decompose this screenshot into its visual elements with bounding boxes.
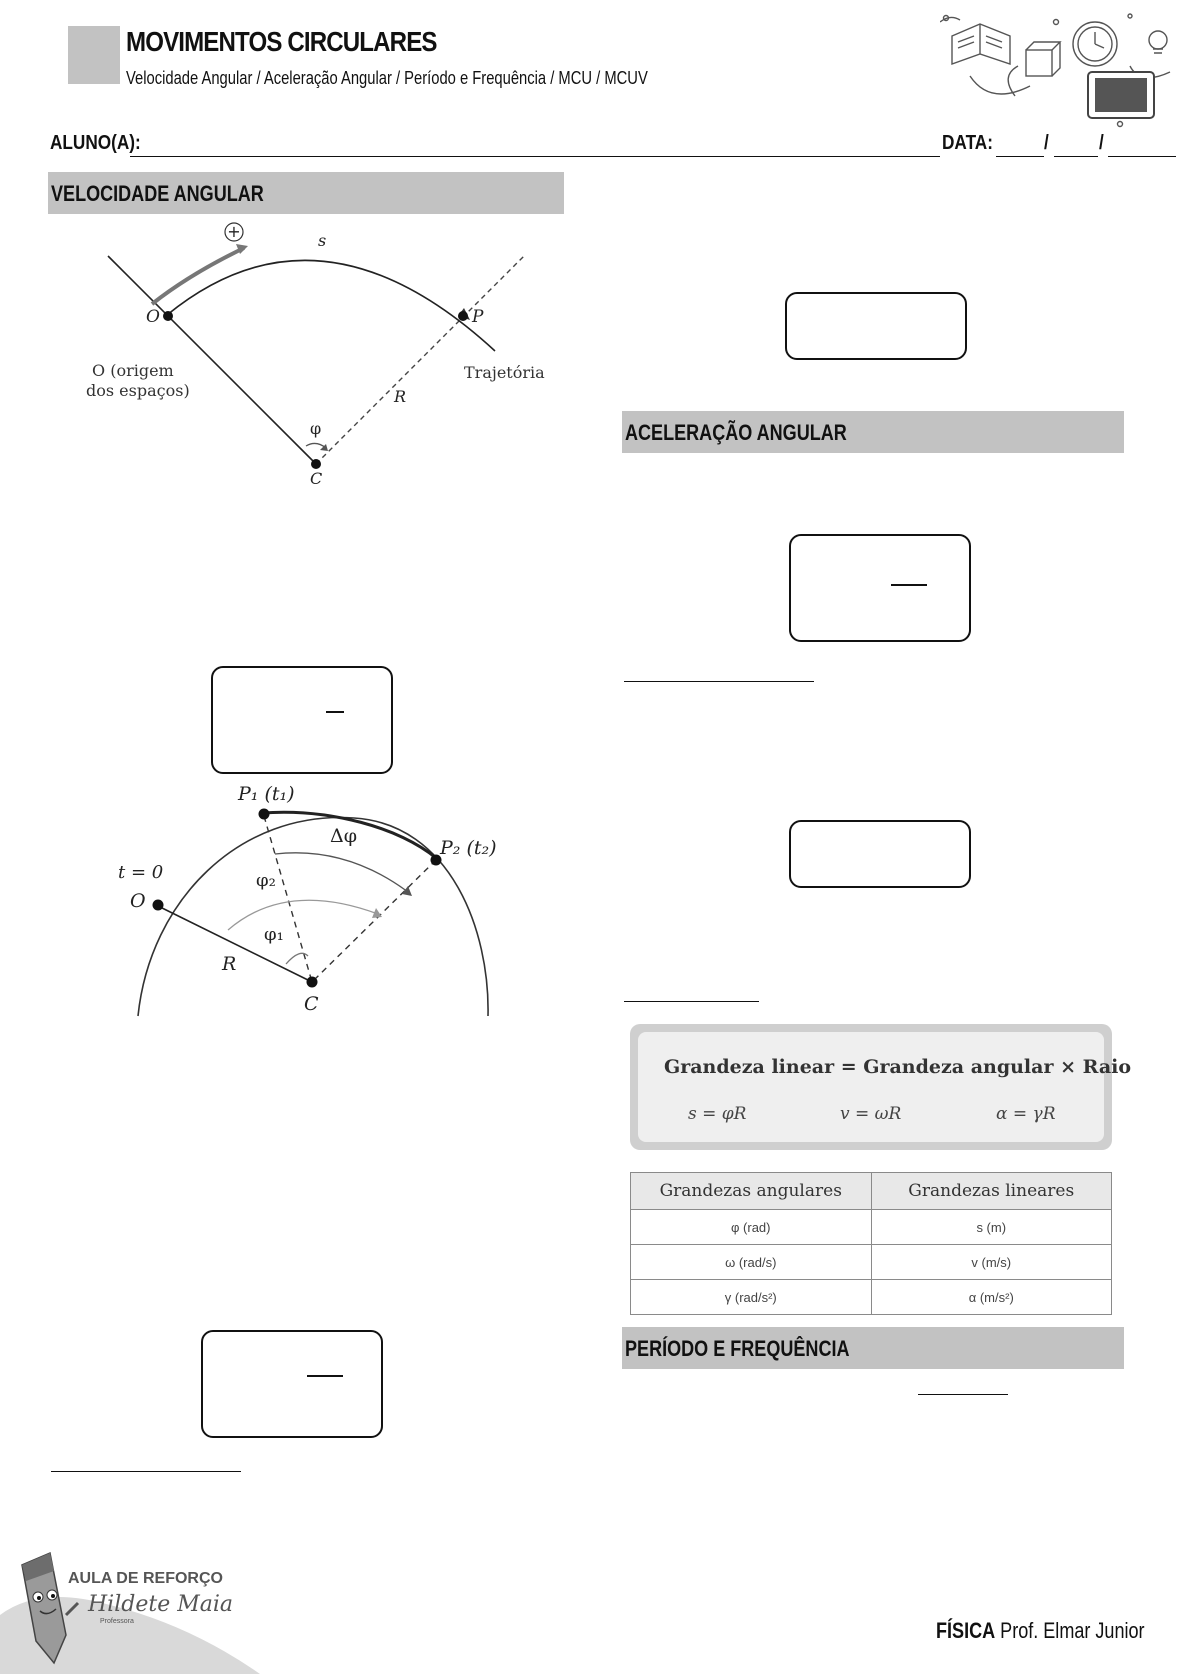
date-separator: /	[1099, 132, 1104, 154]
linear-angular-relation-box	[630, 1024, 1132, 1150]
blank-line	[51, 1471, 241, 1472]
point-p-label: P	[472, 307, 484, 327]
formula-box-velocidade-instantanea	[201, 1330, 383, 1438]
formula-box-aceleracao-angular	[789, 820, 971, 888]
student-info-row	[50, 132, 1130, 158]
angular-displacement-diagram	[70, 220, 550, 490]
blank-line	[624, 1001, 759, 1002]
section-velocidade-angular	[48, 172, 564, 214]
phi2-label: φ₂	[256, 870, 276, 891]
teacher-label: Prof. Elmar Junior	[1000, 1618, 1145, 1643]
table-cell: ω (rad/s)	[631, 1245, 872, 1280]
section-aceleracao-angular	[622, 411, 1124, 453]
phi1-label: φ₁	[264, 924, 284, 945]
relation-formula-v: v = ωR	[840, 1104, 902, 1124]
section-title: ACELERAÇÃO ANGULAR	[625, 420, 847, 445]
table-cell: v (m/s)	[871, 1245, 1112, 1280]
section-title: VELOCIDADE ANGULAR	[51, 181, 264, 206]
table-row	[631, 1210, 1112, 1245]
brand-name: AULA DE REFORÇO	[68, 1570, 223, 1587]
o-label: O	[130, 890, 146, 912]
date-label: DATA:	[942, 132, 993, 154]
angle-label: φ	[310, 419, 322, 438]
center-label: C	[310, 469, 323, 488]
page-subtitle: Velocidade Angular / Aceleração Angular / Período e Frequência / MCU / MCUV	[126, 68, 648, 88]
section-title: PERÍODO E FREQUÊNCIA	[625, 1336, 850, 1361]
date-year-field[interactable]	[1108, 156, 1176, 157]
p1-label: P₁ (t₁)	[238, 783, 295, 805]
cube-icon	[1026, 50, 1052, 76]
formula-box-velocidade-media	[211, 666, 393, 774]
table-cell: s (m)	[871, 1210, 1112, 1245]
fraction-line	[307, 1375, 343, 1377]
brand-logo	[0, 1545, 260, 1674]
school-doodles-illustration	[940, 6, 1178, 128]
lightbulb-icon	[1149, 31, 1167, 49]
arc-length-label: s	[318, 231, 327, 250]
c-label: C	[304, 993, 319, 1015]
r-label: R	[222, 953, 237, 975]
table-header-row	[631, 1173, 1112, 1210]
delta-phi-label: Δφ	[330, 825, 358, 847]
date-day-field[interactable]	[996, 156, 1044, 157]
title-accent-square	[68, 26, 120, 84]
formula-box-aceleracao-media	[789, 534, 971, 642]
t0-label: t = 0	[118, 862, 164, 883]
plus-sign: +	[227, 222, 241, 241]
table-cell: φ (rad)	[631, 1210, 872, 1245]
date-separator: /	[1044, 132, 1049, 154]
origin-label-line1: O (origem	[92, 361, 174, 380]
open-book-icon	[952, 24, 1010, 64]
page-title: MOVIMENTOS CIRCULARES	[126, 26, 437, 57]
trajectory-label: Trajetória	[464, 363, 545, 382]
fraction-line	[326, 711, 344, 713]
origin-label-line2: dos espaços)	[86, 381, 190, 400]
radius-label: R	[394, 387, 407, 406]
blank-line	[918, 1394, 1008, 1395]
relation-formula-alpha: α = γR	[996, 1104, 1056, 1124]
title-block	[68, 26, 688, 86]
angular-position-diagram	[110, 780, 510, 1020]
relation-title: Grandeza linear = Grandeza angular × Raio	[664, 1056, 1132, 1078]
section-periodo-frequencia	[622, 1327, 1124, 1369]
table-header: Grandezas angulares	[631, 1173, 872, 1210]
relation-formula-s: s = φR	[688, 1104, 747, 1124]
point-o-label: O	[146, 307, 160, 327]
table-row	[631, 1245, 1112, 1280]
table-row	[631, 1280, 1112, 1315]
student-label: ALUNO(A):	[50, 132, 141, 154]
monitor-icon	[1088, 72, 1154, 118]
table-cell: γ (rad/s²)	[631, 1280, 872, 1315]
brand-script: Hildete Maia	[88, 1592, 234, 1617]
footer-credit	[936, 1618, 1145, 1644]
table-header: Grandezas lineares	[871, 1173, 1112, 1210]
fraction-line	[891, 584, 927, 586]
student-name-field[interactable]	[130, 156, 940, 157]
subject-label: FÍSICA	[936, 1618, 996, 1643]
table-cell: α (m/s²)	[871, 1280, 1112, 1315]
blank-line	[624, 681, 814, 682]
units-table	[630, 1172, 1112, 1315]
p2-label: P₂ (t₂)	[440, 837, 497, 859]
date-month-field[interactable]	[1054, 156, 1098, 157]
brand-caption: Professora	[100, 1618, 134, 1625]
formula-box-velocidade-angular	[785, 292, 967, 360]
